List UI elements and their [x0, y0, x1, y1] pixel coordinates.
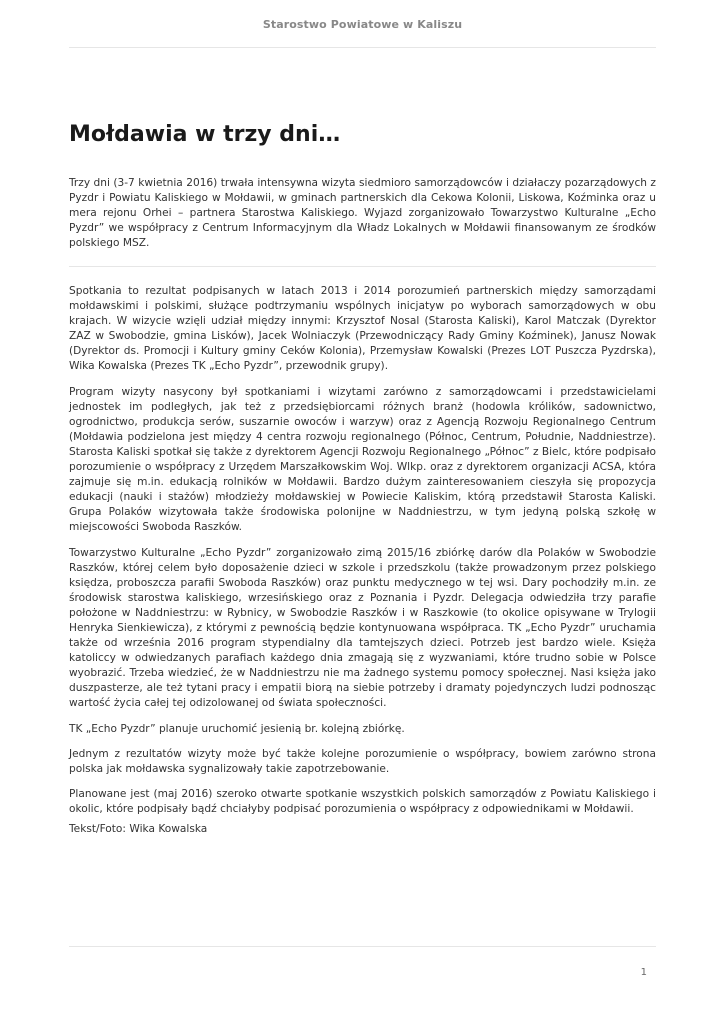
- article-title: Mołdawia w trzy dni…: [69, 122, 341, 147]
- site-header-title: Starostwo Powiatowe w Kaliszu: [262, 18, 463, 31]
- article-paragraph: Spotkania to rezultat podpisanych w latach 2013 i 2014 porozumień partnerskich między samorządami mołdawskimi i polskimi, służące podtrzymaniu wspólnych inicjatyw po wyborach samorządowych w obu krajach. W wizycie wzięli udział między innymi: Krzysztof Nosal (Starosta Kaliski), Karol Matczak (Dyrektor ZAZ w Swobodzie, gmina Lisków), Jacek Wolniaczyk (Przewodniczący Rady Gminy Koźminek), Janusz Nowak (Dyrektor ds. Promocji i Kultury gminy Ceków Kolonia), Przemysław Kowalski (Prezes LOT Puszcza Pyzdrska), Wika Kowalska (Prezes TK „Echo Pyzdr”, przewodnik grupy).: [69, 285, 656, 373]
- intro-divider: [69, 266, 656, 267]
- page-number: 1: [640, 967, 647, 978]
- article-body: [69, 284, 656, 827]
- article-paragraph: Towarzystwo Kulturalne „Echo Pyzdr” zorganizowało zimą 2015/16 zbiórkę darów dla Polaków w Swobodzie Raszków, której celem było doposażenie dzieci w szkole i przedszkolu (także prowadzonym przez polskiego księdza, proboszcza parafii Swoboda Raszków) oraz punktu medycznego w tej wsi. Dary pochodziły m.in. ze środowisk starostwa kaliskiego, wrzesińskiego oraz z Poznania i Pyzdr. Delegacja odwiedziła trzy parafie położone w Naddniestrzu: w Rybnicy, w Swobodzie Raszków i w Raszkowie (to okolice opisywane w Trylogii Henryka Sienkiewicza), z którymi z pewnością będzie kontynuowana współpraca. TK „Echo Pyzdr” uruchamia także od września 2016 program stypendialny dla tamtejszych dzieci. Potrzeb jest bardzo wiele. Księża katoliccy w odwiedzanych parafiach każdego dnia zmagają się z wyzwaniami, które trudno sobie w Polsce wyobrazić. Trzeba wiedzieć, że w Naddniestrzu nie ma żadnego systemu pomocy społecznej. Nasi księża jako duszpasterze, ale też tytani pracy i empatii biorą na siebie potrzeby i dramaty pojedynczych ludzi podnosząc wartość życia całej tej odizolowanej od świata społeczności.: [69, 546, 656, 710]
- footer-divider: [69, 946, 656, 947]
- article-intro: Trzy dni (3-7 kwietnia 2016) trwała intensywna wizyta siedmioro samorządowców i działaczy pozarządowych z Pyzdr i Powiatu Kaliskiego w Mołdawii, w gminach partnerskich dla Cekowa Kolonii, Liskowa, Koźminka oraz u mera rejonu Orhei – partnera Starostwa Kaliskiego. Wyjazd zorganizowało Towarzystwo Kulturalne „Echo Pyzdr” we współpracy z Centrum Informacyjnym dla Władz Lokalnych w Mołdawii finansowanym ze środków polskiego MSZ.: [69, 177, 656, 250]
- article-paragraph: Program wizyty nasycony był spotkaniami i wizytami zarówno z samorządowcami i przedstawicielami jednostek im podległych, jak też z przedsiębiorcami różnych branż (hodowla królików, sadownictwo, ogrodnictwo, produkcja serów, suszarnie owoców i warzyw) oraz z Agencją Rozwoju Regionalnego Centrum (Mołdawia podzielona jest między 4 centra rozwoju regionalnego (Północ, Centrum, Południe, Naddniestrze). Starosta Kaliski spotkał się także z dyrektorem Agencji Rozwoju Regionalnego „Północ” z Bielc, które podpisało porozumienie o współpracy z Urzędem Marszałkowskim Woj. Wlkp. oraz z dyrektorem organizacji ACSA, która zajmuje się m.in. edukacją rolników w Mołdawii. Bardzo dużym zainteresowaniem cieszyła się propozycja edukacji (nauki i stażów) młodzieży mołdawskiej w Powiecie Kaliskim, którą przedstawił Starosta Kaliski. Grupa Polaków wizytowała także środowiska polonijne w Naddniestrzu, w tym jedyną polską szkołę w miejscowości Swoboda Raszków.: [69, 385, 656, 534]
- article-paragraph: TK „Echo Pyzdr” planuje uruchomić jesienią br. kolejną zbiórkę.: [69, 722, 405, 735]
- article-paragraph: Planowane jest (maj 2016) szeroko otwarte spotkanie wszystkich polskich samorządów z Powiatu Kaliskiego i okolic, które podpisały bądź chciałyby podpisać porozumienia o współpracy z odpowiednikami w Mołdawii.: [69, 787, 656, 815]
- article-credit: Tekst/Foto: Wika Kowalska: [69, 823, 208, 835]
- header-divider: [69, 47, 656, 48]
- article-paragraph: Jednym z rezultatów wizyty może być także kolejne porozumienie o współpracy, bowiem zarówno strona polska jak mołdawska sygnalizowały takie zapotrzebowanie.: [69, 747, 656, 775]
